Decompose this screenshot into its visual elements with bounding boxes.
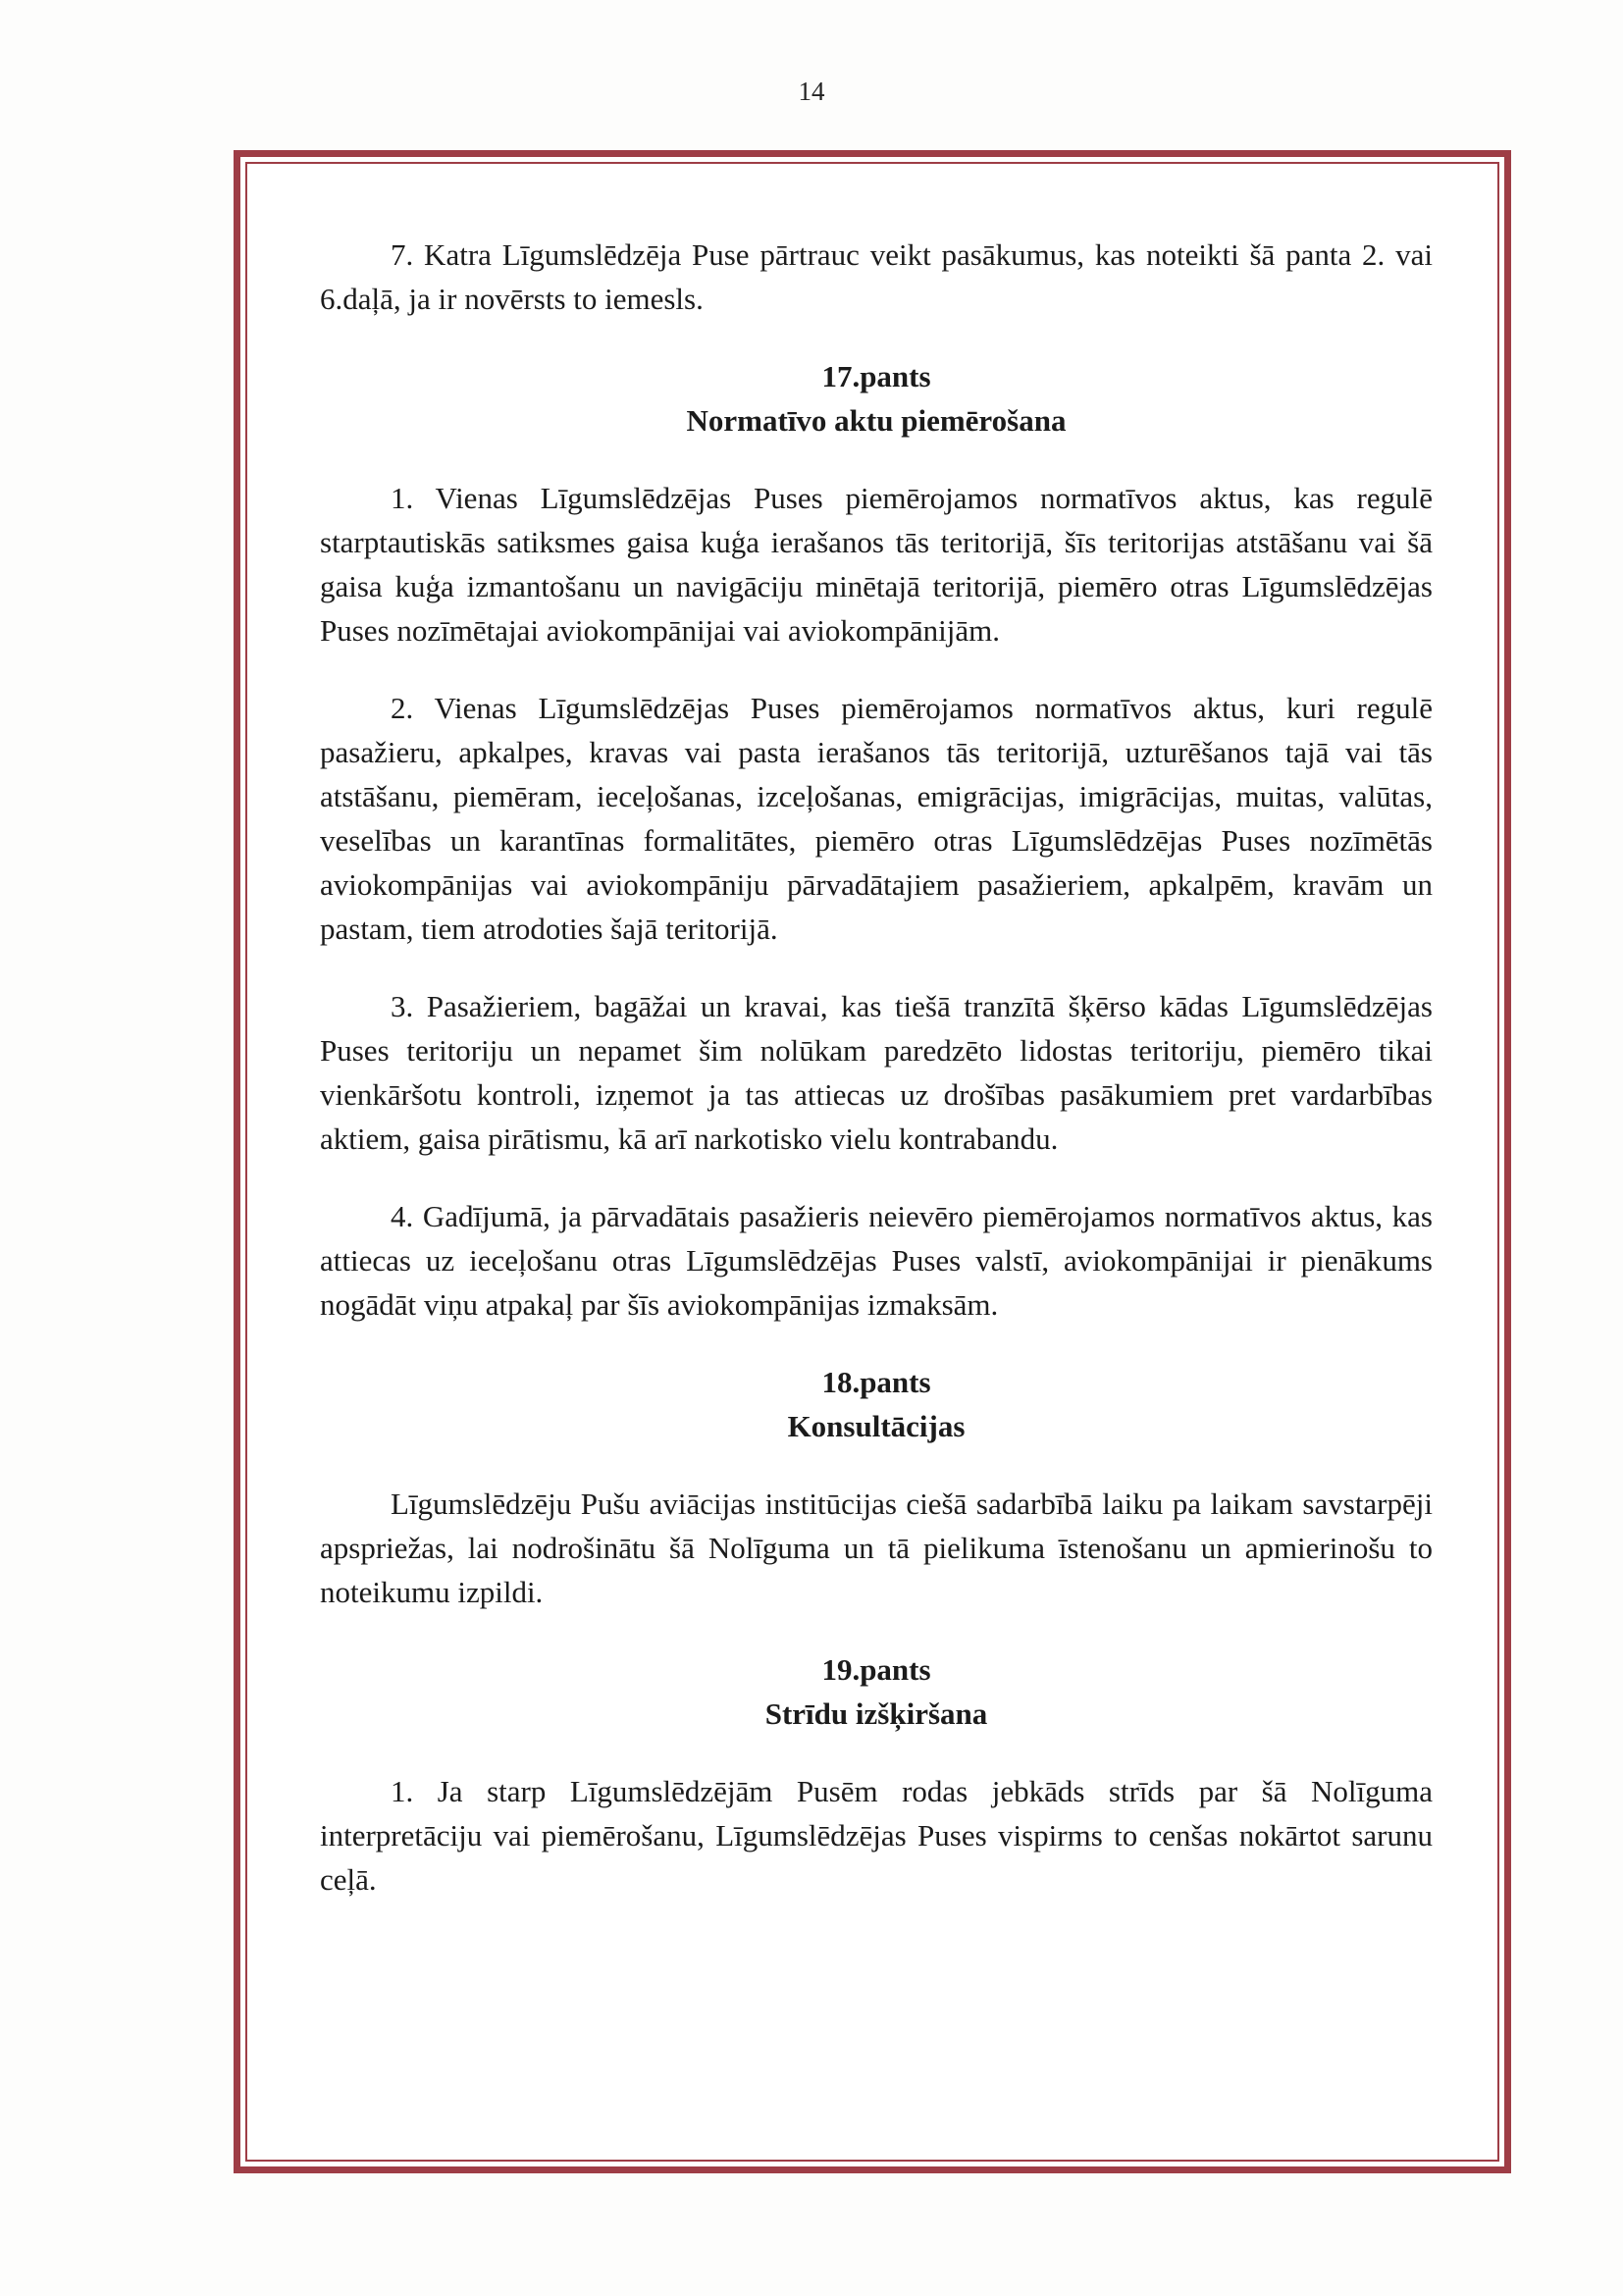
article-17-title: 17.pants	[821, 359, 931, 393]
article-19-paragraph-1: 1. Ja starp Līgumslēdzējām Pusēm rodas jebkāds strīds par šā Nolīguma interpretāciju vai piemērošanu, Līgumslēdzējas Puses vispirms to cenšas nokārtot sarunu ceļā.	[320, 1774, 1433, 1897]
article-19-heading	[320, 1647, 1433, 1736]
document-body	[247, 164, 1497, 1902]
article-19-title: 19.pants	[821, 1652, 931, 1687]
article-17-paragraph-4: 4. Gadījumā, ja pārvadātais pasažieris neievēro piemērojamos normatīvos aktus, kas attiecas uz ieceļošanu otras Līgumslēdzējas Puses valstī, aviokompānijai ir pienākums nogādāt viņu atpakaļ par šīs aviokompānijas izmaksām.	[320, 1199, 1433, 1322]
article-19-subtitle: Strīdu izšķiršana	[764, 1696, 988, 1731]
article-17-heading	[320, 354, 1433, 443]
article-18-subtitle: Konsultācijas	[787, 1409, 966, 1443]
article-17-paragraph-3: 3. Pasažieriem, bagāžai un kravai, kas tiešā tranzītā šķērso kādas Līgumslēdzējas Puses teritoriju un nepamet šim nolūkam paredzēto lidostas teritoriju, piemēro tikai vienkāršotu kontroli, izņemot ja tas attiecas uz drošības pasākumiem pret vardarbības aktiem, gaisa pirātismu, kā arī narkotisko vielu kontrabandu.	[320, 989, 1433, 1156]
article-17-subtitle: Normatīvo aktu piemērošana	[686, 403, 1067, 438]
article-17-paragraph-2: 2. Vienas Līgumslēdzējas Puses piemērojamos normatīvos aktus, kuri regulē pasažieru, apkalpes, kravas vai pasta ierašanos tās teritorijā, uzturēšanos tajā vai tās atstāšanu, piemēram, ieceļošanas, izceļošanas, emigrācijas, imigrācijas, muitas, valūtas, veselības un karantīnas formalitātes, piemēro otras Līgumslēdzējas Puses nozīmētās aviokompānijas vai aviokompāniju pārvadātajiem pasažieriem, apkalpēm, kravām un pastam, tiem atrodoties šajā teritorijā.	[320, 691, 1433, 946]
article-17-paragraph-1: 1. Vienas Līgumslēdzējas Puses piemērojamos normatīvos aktus, kas regulē starptautiskās satiksmes gaisa kuģa ierašanos tās teritorijā, šīs teritorijas atstāšanu vai šā gaisa kuģa izmantošanu un navigāciju minētajā teritorijā, piemēro otras Līgumslēdzējas Puses nozīmētajai aviokompānijai vai aviokompānijām.	[320, 481, 1433, 648]
article-18-paragraph-1: Līgumslēdzēju Pušu aviācijas institūcijas ciešā sadarbībā laiku pa laikam savstarpēji apspriežas, lai nodrošinātu šā Nolīguma un tā pielikuma īstenošanu un apmierinošu to noteikumu izpildi.	[320, 1487, 1433, 1609]
paragraph-7: 7. Katra Līgumslēdzēja Puse pārtrauc veikt pasākumus, kas noteikti šā panta 2. vai 6.daļā, ja ir novērsts to iemesls.	[320, 237, 1433, 316]
decorative-border-outer	[234, 150, 1511, 2173]
article-18-title: 18.pants	[821, 1365, 931, 1399]
article-18-heading	[320, 1360, 1433, 1448]
decorative-border-inner	[245, 162, 1499, 2162]
page-number: 14	[798, 77, 825, 106]
